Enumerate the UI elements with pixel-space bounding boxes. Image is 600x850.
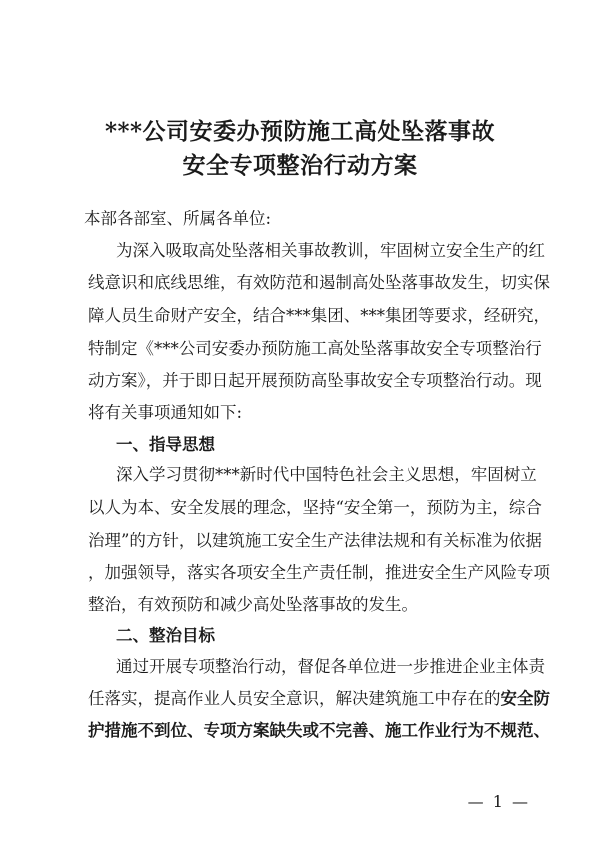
section-2-line-2-text: 任落实，提高作业人员安全意识，解决建筑施工中存在的 [88, 689, 501, 708]
intro-line-3: 障人员生命财产安全，结合***集团、***集团等要求，经研究， [88, 306, 550, 325]
section-2-line-3: 护措施不到位、专项方案缺失或不完善、施工作业行为不规范、 [88, 721, 550, 740]
section-2-heading: 二、整治目标 [116, 626, 215, 645]
document-title-line-1: ***公司安委办预防施工高处坠落事故 [104, 118, 496, 145]
intro-line-6: 将有关事项通知如下: [88, 403, 243, 422]
intro-line-5: 动方案》，并于即日起开展预防高坠事故安全专项整治行动。现 [88, 371, 542, 390]
section-2-line-1: 通过开展专项整治行动，督促各单位进一步推进企业主体责 [116, 657, 545, 676]
page-number: — 1 — [467, 792, 530, 811]
intro-line-1: 为深入吸取高处坠落相关事故教训，牢固树立安全生产的红 [116, 241, 545, 260]
section-1-heading: 一、指导思想 [116, 435, 215, 454]
section-1-line-1: 深入学习贯彻***新时代中国特色社会主义思想，牢固树立 [116, 465, 537, 484]
intro-line-4: 特制定《***公司安委办预防施工高处坠落事故安全专项整治行 [88, 339, 542, 358]
document-title-line-2: 安全专项整治行动方案 [182, 152, 418, 179]
intro-line-2: 线意识和底线思维，有效防范和遏制高处坠落事故发生，切实保 [88, 273, 550, 292]
section-1-line-4: ，加强领导，落实各项安全生产责任制，推进安全生产风险专项 [88, 563, 550, 582]
section-2-line-2 [88, 684, 548, 714]
section-1-line-3: 治理”的方针，以建筑施工安全生产法律法规和有关标准为依据 [88, 531, 542, 550]
section-2-line-2-bold: 安全防 [500, 689, 550, 708]
section-1-line-5: 整治，有效预防和减少高处坠落事故的发生。 [88, 595, 418, 614]
addressee: 本部各部室、所属各单位: [84, 209, 272, 228]
section-1-line-2: 以人为本、安全发展的理念，坚持“安全第一，预防为主，综合 [88, 498, 542, 517]
